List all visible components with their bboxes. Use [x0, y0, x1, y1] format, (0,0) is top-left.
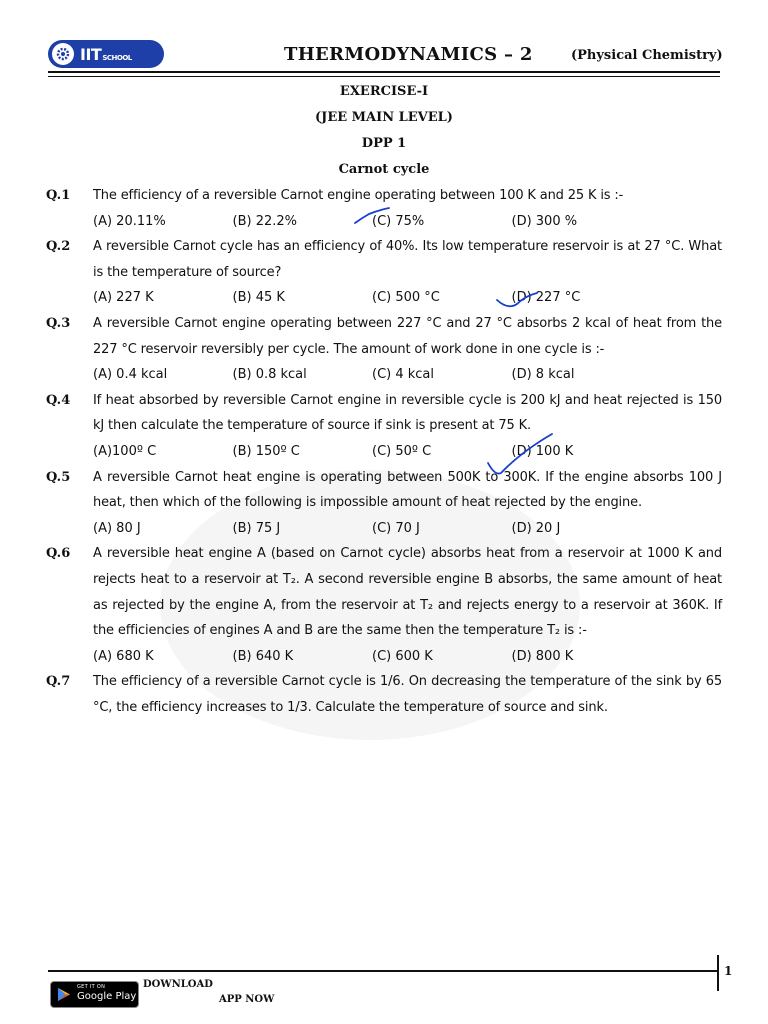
header-rule — [48, 71, 720, 73]
subject-label: (Physical Chemistry) — [571, 48, 723, 63]
option-a: (A) 227 K — [93, 290, 154, 306]
iit-school-logo — [48, 40, 164, 68]
option-d: (D) 300 % — [511, 213, 578, 229]
option-b: (B) 0.8 kcal — [232, 367, 307, 383]
option-a: (A) 20.11% — [93, 213, 166, 229]
question-7 — [46, 669, 722, 720]
option-a: (A) 80 J — [93, 520, 141, 536]
option-c: (C) 4 kcal — [372, 367, 435, 383]
option-b: (B) 22.2% — [232, 213, 297, 229]
option-b: (B) 150º C — [232, 443, 300, 459]
option-c: (C) 70 J — [372, 520, 420, 536]
question-text: A reversible Carnot heat engine is operating between 500K to 300K. If the engine absorbs 100 J heat, then which of the following is impossible amount of heat rejected by the engine. — [93, 469, 722, 511]
option-d: (D) 800 K — [511, 648, 574, 664]
exercise-heading: EXERCISE-I — [339, 84, 429, 99]
question-text: A reversible Carnot engine operating between 227 °C and 27 °C absorbs 2 kcal of heat from the 227 °C reservoir reversibly per cycle. The amount of work done in one cycle is :- — [93, 315, 722, 357]
option-d: (D) 8 kcal — [511, 367, 575, 383]
option-b: (B) 75 J — [232, 520, 281, 536]
options-row — [93, 644, 722, 670]
options-row — [93, 439, 722, 465]
question-number: Q.1 — [46, 188, 71, 203]
level-heading: (JEE MAIN LEVEL) — [315, 110, 453, 125]
logo-subtext: SCHOOL — [102, 53, 132, 62]
option-b: (B) 640 K — [232, 648, 294, 664]
dpp-heading: DPP 1 — [361, 136, 407, 151]
option-a: (A) 680 K — [93, 648, 154, 664]
google-play-badge[interactable] — [50, 981, 139, 1008]
question-number: Q.5 — [46, 469, 71, 485]
question-text: The efficiency of a reversible Carnot cycle is 1/6. On decreasing the temperature of the sink by 65 °C, the efficiency increases to 1/3. Calculate the temperature of source and sink. — [93, 674, 722, 715]
options-row — [93, 285, 722, 311]
option-d: (D) 20 J — [511, 520, 561, 536]
question-list — [46, 183, 722, 720]
question-3 — [46, 311, 722, 388]
question-number: Q.2 — [46, 239, 71, 255]
logo-text: IIT — [80, 44, 102, 64]
question-number: Q.7 — [46, 674, 71, 690]
page-number: 1 — [724, 964, 733, 978]
options-row — [93, 516, 722, 542]
question-4 — [46, 388, 722, 465]
question-number: Q.6 — [46, 546, 71, 562]
question-text: A reversible heat engine A (based on Carnot cycle) absorbs heat from a reservoir at 1000 K and rejects heat to a reservoir at T₂. A second reversible engine B absorbs, the same amount of heat as rejected by the engine A, from the reservoir at T₂ and rejects energy to a reservoir at 360K. If the efficiencies of engines A and B are the same then the temperature T₂ is :- — [93, 546, 722, 639]
option-a: (A)100º C — [93, 443, 157, 459]
section-headings — [0, 82, 768, 186]
question-text: The efficiency of a reversible Carnot engine operating between 100 K and 25 K is :- — [93, 188, 624, 203]
store-small-text: GET IT ON — [77, 984, 106, 990]
question-1 — [46, 183, 722, 234]
header-rule-thin — [48, 76, 720, 77]
option-d: (D) 100 K — [511, 443, 574, 459]
question-5 — [46, 465, 722, 542]
footer-rule — [48, 970, 718, 972]
option-c: (C) 600 K — [372, 648, 433, 664]
options-row — [93, 209, 722, 235]
option-b: (B) 45 K — [232, 290, 285, 306]
topic-heading: Carnot cycle — [338, 162, 430, 177]
option-d: (D) 227 °C — [511, 290, 581, 306]
download-text: DOWNLOAD — [143, 979, 213, 990]
option-c: (C) 500 °C — [372, 290, 440, 306]
page-title: THERMODYNAMICS – 2 — [284, 44, 533, 65]
store-name: Google Play — [77, 991, 137, 1002]
option-c: (C) 75% — [372, 213, 425, 229]
question-number: Q.4 — [46, 392, 71, 408]
question-6 — [46, 541, 722, 669]
option-a: (A) 0.4 kcal — [93, 367, 168, 383]
gear-icon — [52, 43, 74, 65]
options-row — [93, 362, 722, 388]
question-2 — [46, 234, 722, 311]
option-c: (C) 50º C — [372, 443, 432, 459]
footer-bar — [717, 955, 719, 991]
question-text: A reversible Carnot cycle has an efficiency of 40%. Its low temperature reservoir is at 27 °C. What is the temperature of source? — [93, 239, 722, 280]
app-now-text: APP NOW — [219, 994, 275, 1005]
question-number: Q.3 — [46, 315, 71, 331]
play-store-icon — [57, 987, 71, 1002]
question-text: If heat absorbed by reversible Carnot engine in reversible cycle is 200 kJ and heat rejected is 150 kJ then calculate the temperature of source if sink is present at 75 K. — [93, 392, 722, 434]
